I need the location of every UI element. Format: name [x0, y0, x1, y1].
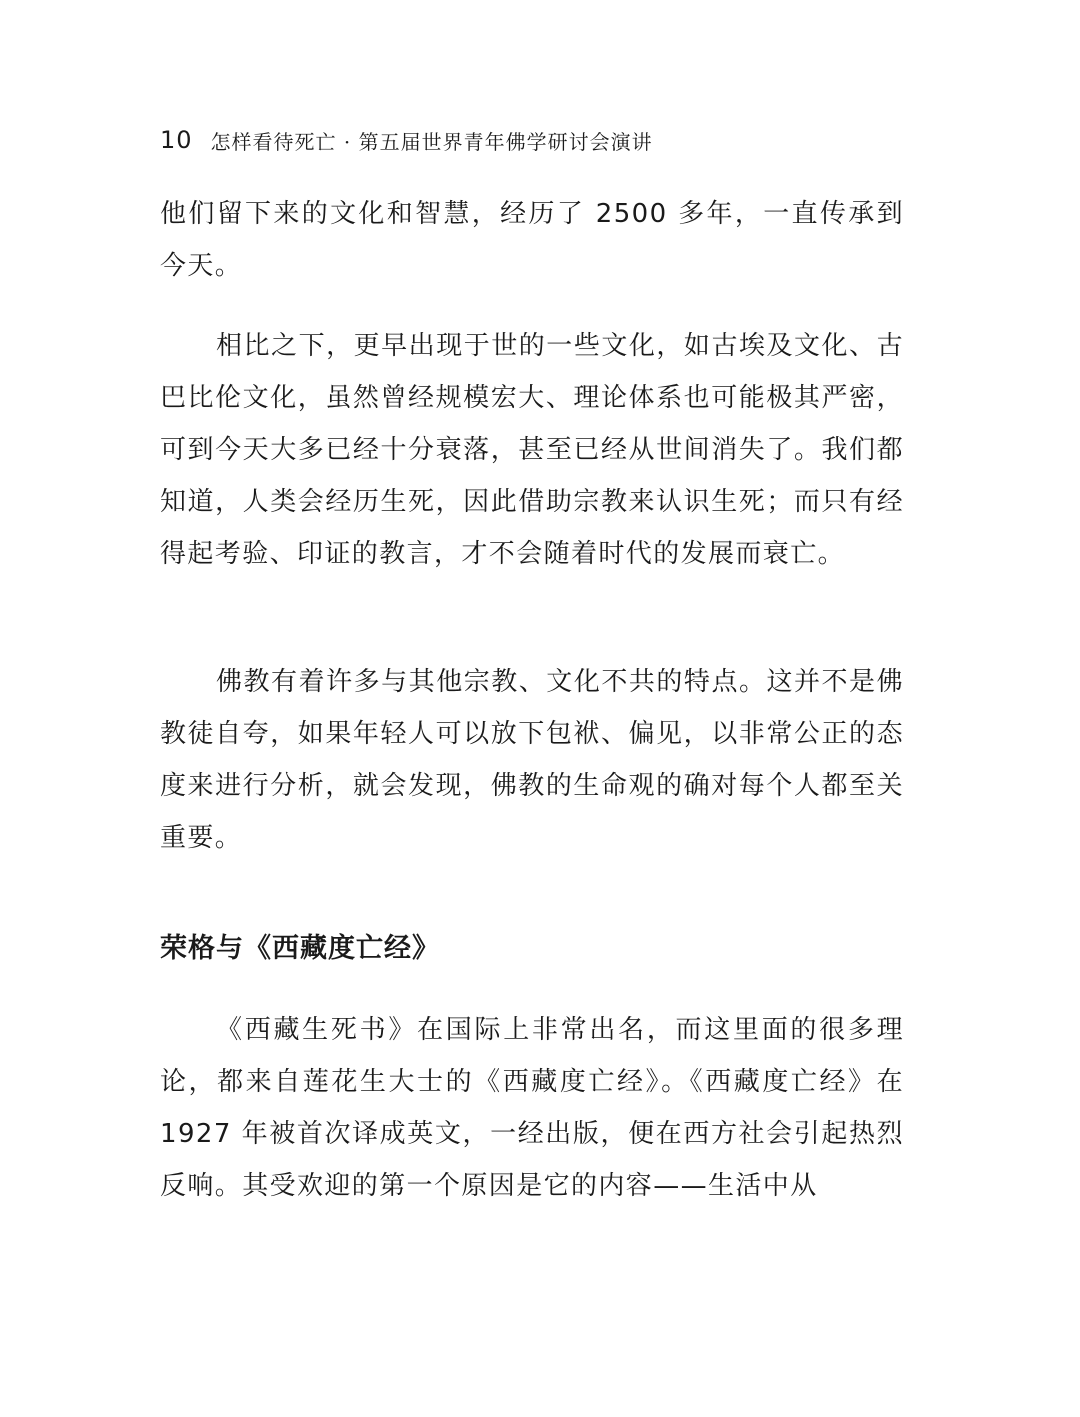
paragraph-3: 佛教有着许多与其他宗教、文化不共的特点。这并不是佛教徒自夸，如果年轻人可以放下包袱、偏见，以非常公正的态度来进行分析，就会发现，佛教的生命观的确对每个人都至关重要。: [160, 667, 904, 853]
paragraph-4: 《西藏生死书》在国际上非常出名，而这里面的很多理论，都来自莲花生大士的《西藏度亡经》。《西藏度亡经》在 1927 年被首次译成英文，一经出版，便在西方社会引起热烈反响。其受欢迎的第一个原因是它的内容——生活中从: [160, 1015, 904, 1201]
paragraph-1: 他们留下来的文化和智慧，经历了 2500 多年，一直传承到今天。: [160, 199, 904, 281]
paragraph-2: 相比之下，更早出现于世的一些文化，如古埃及文化、古巴比伦文化，虽然曾经规模宏大、理论体系也可能极其严密，可到今天大多已经十分衰落，甚至已经从世间消失了。我们都知道，人类会经历生死，因此借助宗教来认识生死；而只有经得起考验、印证的教言，才不会随着时代的发展而衰亡。: [160, 331, 904, 569]
running-title: 怎样看待死亡 · 第五届世界青年佛学研讨会演讲: [210, 129, 653, 154]
page-number: 10: [160, 126, 193, 154]
section-heading: 荣格与《西藏度亡经》: [160, 933, 440, 964]
running-header: [160, 122, 653, 158]
